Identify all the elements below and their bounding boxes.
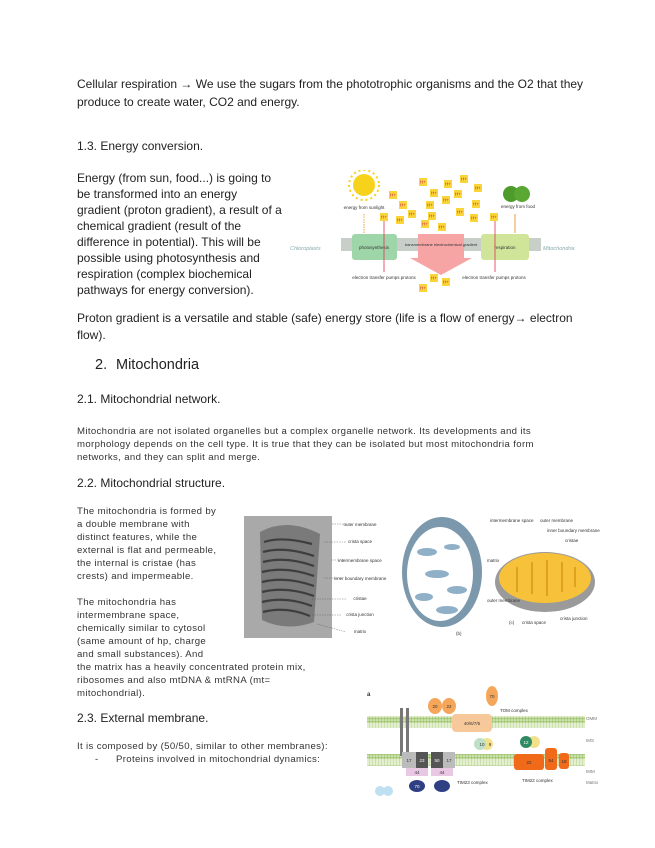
fig-label: outer membrane — [540, 518, 574, 523]
proton-label: H+ — [429, 213, 435, 219]
sunlight-label: energy from sunlight — [343, 205, 385, 210]
fig-label: intermembrane space — [490, 518, 534, 523]
proton-label: H+ — [420, 285, 426, 291]
protein-label: 54 — [548, 758, 554, 763]
paragraph-line: The mitochondria has — [77, 597, 177, 608]
proton-label: H+ — [471, 215, 477, 221]
fig-label: inner boundary membrane — [547, 528, 600, 533]
proton-label: H+ — [381, 214, 387, 220]
pump-left-label: electron transfer pumps protons — [352, 275, 416, 280]
tim23-label: TIM23 complex — [457, 780, 488, 785]
energy-conversion-figure — [286, 170, 596, 300]
mitochondrial-structure-figure — [242, 512, 602, 642]
sun-icon — [349, 170, 379, 200]
proton-label: H+ — [439, 224, 445, 230]
protein-label: 44 — [439, 770, 445, 775]
paragraph-line: be transformed into an energy — [77, 187, 238, 201]
paragraph-line: morphology depends on the cell type. It is true that they can be isolated but most mitochondria form — [77, 439, 534, 450]
imm-label: IMM — [586, 769, 595, 774]
matrix-label: matrix — [487, 558, 500, 563]
proton-label: H+ — [455, 191, 461, 197]
respiration-label: respiration — [494, 245, 516, 250]
tom-core-label: 40/6/7/5 — [463, 721, 481, 726]
small-tims — [474, 736, 540, 750]
intro-line: Cellular respiration → We use the sugars from the phototrophic organisms and the O2 that they — [77, 77, 584, 91]
gradient-label: transmembrane electrochemical gradient — [404, 242, 478, 247]
protein-label: 22 — [526, 760, 532, 765]
mitochondrion-cutaway — [487, 518, 600, 625]
section-heading-2-1: 2.1. Mitochondrial network. — [77, 392, 221, 406]
chloroplasts-label: Chloroplasts — [290, 246, 321, 252]
proton-label: H+ — [409, 211, 415, 217]
fig-label: cristae — [353, 596, 367, 601]
tim22-complex — [514, 748, 569, 783]
matrix-label: Matrix — [586, 780, 599, 785]
paragraph-line: distinct features, while the — [77, 532, 198, 543]
proton-label: H+ — [445, 181, 451, 187]
proton-label: H+ — [475, 185, 481, 191]
section-heading-1-3: 1.3. Energy conversion. — [77, 139, 204, 153]
protein-label: 17 — [446, 758, 452, 763]
apples-icon — [503, 186, 530, 202]
proton-label: H+ — [443, 197, 449, 203]
outer-membrane-label: outer membrane — [487, 598, 521, 603]
protein-label: 10 — [479, 742, 485, 747]
fig-label: crista space — [347, 539, 373, 544]
section-number-2: 2. — [95, 357, 108, 373]
fig-label: intermembrane space — [338, 558, 382, 563]
protein-label: 12 — [523, 740, 529, 745]
photosynthesis-label: photosynthesis — [358, 245, 390, 250]
fig-label: crista junction — [560, 616, 588, 621]
proton-label: H+ — [491, 214, 497, 220]
proton-label: H+ — [431, 275, 437, 281]
proton-label: H+ — [420, 179, 426, 185]
protein-label: 9 — [488, 742, 492, 747]
section-heading-2-3: 2.3. External membrane. — [77, 711, 209, 725]
paragraph-line: pathways for energy conversion). — [77, 283, 254, 297]
protein-label: 18 — [561, 759, 567, 764]
paragraph-line: the matrix has a heavily concentrated protein mix, — [77, 662, 306, 673]
paragraph-line: Mitochondria are not isolated organelles but a complex organelle network. Its developments and its — [77, 426, 531, 437]
paragraph-line: The mitochondria is formed by — [77, 506, 217, 517]
mitochondria-label: Mitochondria — [543, 246, 575, 252]
paragraph-line: ribosomes and also mtDNA & mtRNA (mt= — [77, 675, 271, 686]
paragraph-line: intermembrane space, — [77, 610, 180, 621]
electron-micrograph — [244, 516, 332, 638]
protein-label: 50 — [434, 758, 440, 763]
proton-label: H+ — [461, 176, 467, 182]
paragraph-line: a double membrane with — [77, 519, 190, 530]
membrane-composition-line: It is composed by (50/50, similar to other membranes): — [77, 741, 328, 752]
protein-label: 22 — [446, 704, 452, 709]
paragraph-line: the internal is cristae (has — [77, 558, 197, 569]
fig-label: crista junction — [346, 612, 374, 617]
omm-label: OMM — [586, 716, 597, 721]
protein-label: 70 — [489, 694, 495, 699]
panel-b-label: (b) — [456, 631, 462, 636]
pump-right-label: electron transfer pumps protons — [462, 275, 526, 280]
paragraph-line: networks, and they can split and merge. — [77, 452, 261, 463]
bullet-item: Proteins involved in mitochondrial dynamics: — [116, 754, 321, 765]
paragraph-line: chemical gradient (result of the — [77, 219, 242, 233]
fig-label: inner boundary membrane — [333, 576, 387, 581]
proton-label: H+ — [397, 217, 403, 223]
fig-label: matrix — [353, 629, 367, 634]
intro-line: produce to create water, CO2 and energy. — [77, 95, 300, 109]
section-heading-2-2: 2.2. Mitochondrial structure. — [77, 476, 226, 490]
proton-label: H+ — [443, 279, 449, 285]
fig-label: crista space — [522, 620, 547, 625]
protein-label: 17 — [406, 758, 412, 763]
paragraph-line: difference in potential). This will be — [77, 235, 261, 249]
panel-c-label: (c) — [509, 620, 515, 625]
fig-label: cristae — [565, 538, 579, 543]
proton-gradient-line: Proton gradient is a versatile and stable (safe) energy store (life is a flow of energy→ electron — [77, 311, 573, 325]
paragraph-line: gradient (proton gradient), a result of a — [77, 203, 282, 217]
protein-label: 23 — [419, 758, 425, 763]
food-label: energy from food — [500, 204, 536, 209]
ims-label: IMS — [586, 738, 595, 743]
tom-label: TOM complex — [500, 708, 528, 713]
paragraph-line: mitochondrial). — [77, 688, 146, 699]
membrane-protein-figure — [362, 684, 602, 798]
panel-a-label: a — [367, 692, 371, 698]
paragraph-line: and small substances). And — [77, 649, 204, 660]
proton-label: H+ — [400, 202, 406, 208]
proton-label: H+ — [473, 201, 479, 207]
tim22-label: TIM22 complex — [522, 778, 553, 783]
paragraph-line: possible using photosynthesis and — [77, 251, 260, 265]
paragraph-line: external is flat and permeable, — [77, 545, 217, 556]
paragraph-line: (same amount of hp, charge — [77, 636, 207, 647]
paragraph-line: crests) and impermeable. — [77, 571, 194, 582]
proton-label: H+ — [457, 209, 463, 215]
bullet-dash: - — [95, 754, 99, 765]
protein-label: 44 — [414, 770, 420, 775]
fig-label: outer membrane — [343, 522, 377, 527]
mitochondrion-3d-model — [402, 517, 482, 636]
paragraph-line: respiration (complex biochemical — [77, 267, 252, 281]
protein-label: 70 — [414, 784, 420, 789]
paragraph-line: chemically similar to cytosol — [77, 623, 206, 634]
proton-label: H+ — [427, 202, 433, 208]
section-title-mitochondria: Mitochondria — [116, 357, 200, 373]
proton-label: H+ — [390, 192, 396, 198]
protein-label: 20 — [432, 704, 438, 709]
proton-label: H+ — [422, 221, 428, 227]
paragraph-line: Energy (from sun, food...) is going to — [77, 171, 272, 185]
proton-label: H+ — [431, 190, 437, 196]
proton-gradient-line: flow). — [77, 328, 106, 342]
